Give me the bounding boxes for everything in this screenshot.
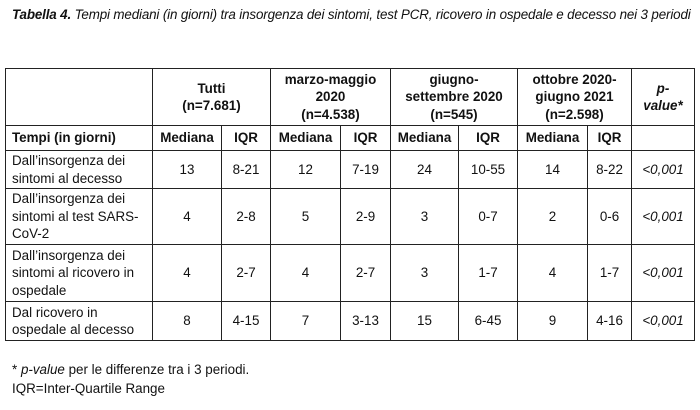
- cell-iqr: 0-6: [588, 189, 632, 245]
- header-row-groups: [6, 69, 695, 126]
- subheader-median: Mediana: [518, 126, 588, 151]
- cell-iqr: 2-7: [222, 245, 271, 302]
- subheader-median: Mediana: [153, 126, 222, 151]
- group-n: (n=545): [430, 106, 478, 122]
- cell-iqr: 4-16: [588, 302, 632, 341]
- subheader-iqr: IQR: [459, 126, 518, 151]
- cell-median: 5: [271, 189, 341, 245]
- table-row: [6, 151, 695, 189]
- group-header-marzo-maggio-2020: [271, 69, 391, 126]
- table-footnote: [12, 360, 249, 398]
- subheader-median: Mediana: [391, 126, 459, 151]
- cell-p-value: <0,001: [632, 302, 695, 341]
- group-title-year: giugno 2021: [535, 89, 614, 105]
- cell-median: 8: [153, 302, 222, 341]
- cell-median: 15: [391, 302, 459, 341]
- group-title: ottobre 2020-: [532, 71, 617, 87]
- table-row: [6, 302, 695, 341]
- cell-iqr: 8-21: [222, 151, 271, 189]
- group-header-tutti: [153, 69, 271, 126]
- cell-iqr: 1-7: [588, 245, 632, 302]
- footnote-p-value-term: p-value: [20, 362, 65, 377]
- footnote-p-value-text: per le differenze tra i 3 periodi.: [64, 362, 250, 377]
- cell-iqr: 10-55: [459, 151, 518, 189]
- cell-iqr: 4-15: [222, 302, 271, 341]
- group-title-year: settembre 2020: [405, 89, 503, 105]
- group-title: giugno-: [429, 71, 479, 87]
- group-header-giugno-settembre-2020: [391, 69, 518, 126]
- cell-iqr: 0-7: [459, 189, 518, 245]
- cell-median: 13: [153, 151, 222, 189]
- footnote-iqr: IQR=Inter-Quartile Range: [12, 381, 165, 396]
- cell-p-value: <0,001: [632, 151, 695, 189]
- cell-median: 24: [391, 151, 459, 189]
- footnote-star: *: [12, 362, 21, 377]
- cell-p-value: <0,001: [632, 245, 695, 302]
- cell-iqr: 6-45: [459, 302, 518, 341]
- header-row-subheaders: [6, 126, 695, 151]
- cell-iqr: 2-7: [341, 245, 391, 302]
- cell-iqr: 1-7: [459, 245, 518, 302]
- cell-median: 4: [271, 245, 341, 302]
- subheader-iqr: IQR: [341, 126, 391, 151]
- group-n: (n=7.681): [182, 98, 241, 113]
- group-n: (n=4.538): [301, 106, 360, 122]
- caption-text: Tempi mediani (in giorni) tra insorgenza dei sintomi, test PCR, ricovero in ospedale e decesso nei 3 periodi: [71, 7, 691, 22]
- cell-median: 7: [271, 302, 341, 341]
- cell-iqr: 7-19: [341, 151, 391, 189]
- cell-p-value: <0,001: [632, 189, 695, 245]
- subheader-iqr: IQR: [222, 126, 271, 151]
- p-value-header-line2: value*: [643, 98, 683, 113]
- cell-median: 4: [153, 189, 222, 245]
- table-caption: [12, 4, 700, 25]
- table-row: [6, 245, 695, 302]
- row-label: Dall’insorgenza dei sintomi al decesso: [6, 151, 153, 189]
- p-value-header: [632, 69, 695, 126]
- row-label: Dall’insorgenza dei sintomi al test SARS-CoV-2: [6, 189, 153, 245]
- cell-median: 12: [271, 151, 341, 189]
- cell-iqr: 3-13: [341, 302, 391, 341]
- p-value-header-line1: p-: [656, 80, 670, 96]
- cell-median: 3: [391, 245, 459, 302]
- cell-median: 3: [391, 189, 459, 245]
- cell-median: 4: [518, 245, 588, 302]
- subheader-iqr: IQR: [588, 126, 632, 151]
- cell-iqr: 2-9: [341, 189, 391, 245]
- row-label: Dall’insorgenza dei sintomi al ricovero in ospedale: [6, 245, 153, 302]
- subheader-median: Mediana: [271, 126, 341, 151]
- empty-corner-cell: [6, 69, 153, 126]
- row-header-label: Tempi (in giorni): [6, 126, 153, 151]
- group-title: Tutti: [197, 80, 226, 96]
- table-row: [6, 189, 695, 245]
- p-value-subheader-empty: [632, 126, 695, 151]
- cell-median: 4: [153, 245, 222, 302]
- group-title-year: 2020: [315, 89, 346, 105]
- group-title: marzo-maggio: [284, 71, 377, 87]
- footnote-p-value: [12, 360, 249, 379]
- row-label: Dal ricovero in ospedale al decesso: [6, 302, 153, 341]
- group-header-ottobre-2020-giugno-2021: [518, 69, 632, 126]
- cell-iqr: 8-22: [588, 151, 632, 189]
- cell-median: 14: [518, 151, 588, 189]
- caption-label: Tabella 4.: [12, 7, 72, 22]
- cell-median: 9: [518, 302, 588, 341]
- group-n: (n=2.598): [545, 106, 604, 122]
- cell-median: 2: [518, 189, 588, 245]
- cell-iqr: 2-8: [222, 189, 271, 245]
- median-times-table: [5, 68, 695, 341]
